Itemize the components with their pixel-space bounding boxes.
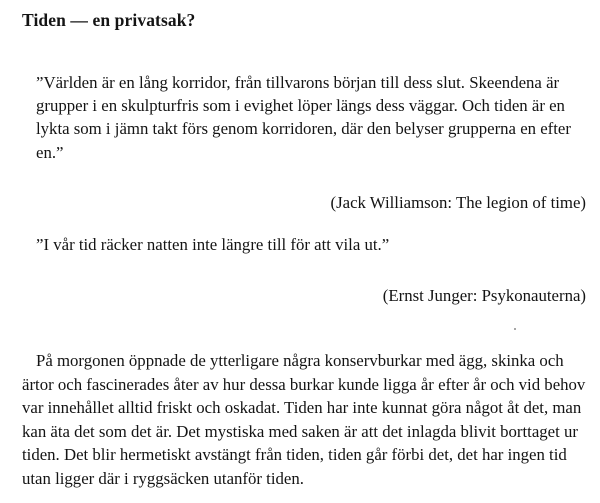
section-title: Tiden — en privatsak? <box>22 10 196 30</box>
body-paragraph: På morgonen öppnade de ytterligare några konservburkar med ägg, skinka och ärtor och fascinerades åter av hur dessa burkar kunde ligga år efter år och vid behov var innehållet alltid friskt och oskadat. Tiden har inte kunnat göra något åt det, man kan äta det som det är. Det mystiska med saken är att det inlagda blivit borttaget ur tiden. Det blir hermetiskt avstängt från tiden, tiden går förbi det, det har ingen tid utan ligger där i ryggsäcken utanför tiden. <box>22 351 586 488</box>
scan-speck <box>514 328 516 330</box>
epigraph-attribution-junger: (Ernst Junger: Psykonauterna) <box>382 286 586 305</box>
epigraph-quote-williamson: ”Världen är en lång korridor, från tillvarons början till dess slut. Skeendena är grupper i en skulpturfris som i evighet löper längs dess väggar. Och tiden är en lykta som i jämn takt förs genom korridoren, där den belyser grupperna en efter en.” <box>36 73 571 162</box>
epigraph-attribution-williamson: (Jack Williamson: The legion of time) <box>330 193 586 212</box>
epigraph-quote-junger: ”I vår tid räcker natten inte längre till för att vila ut.” <box>36 235 390 254</box>
